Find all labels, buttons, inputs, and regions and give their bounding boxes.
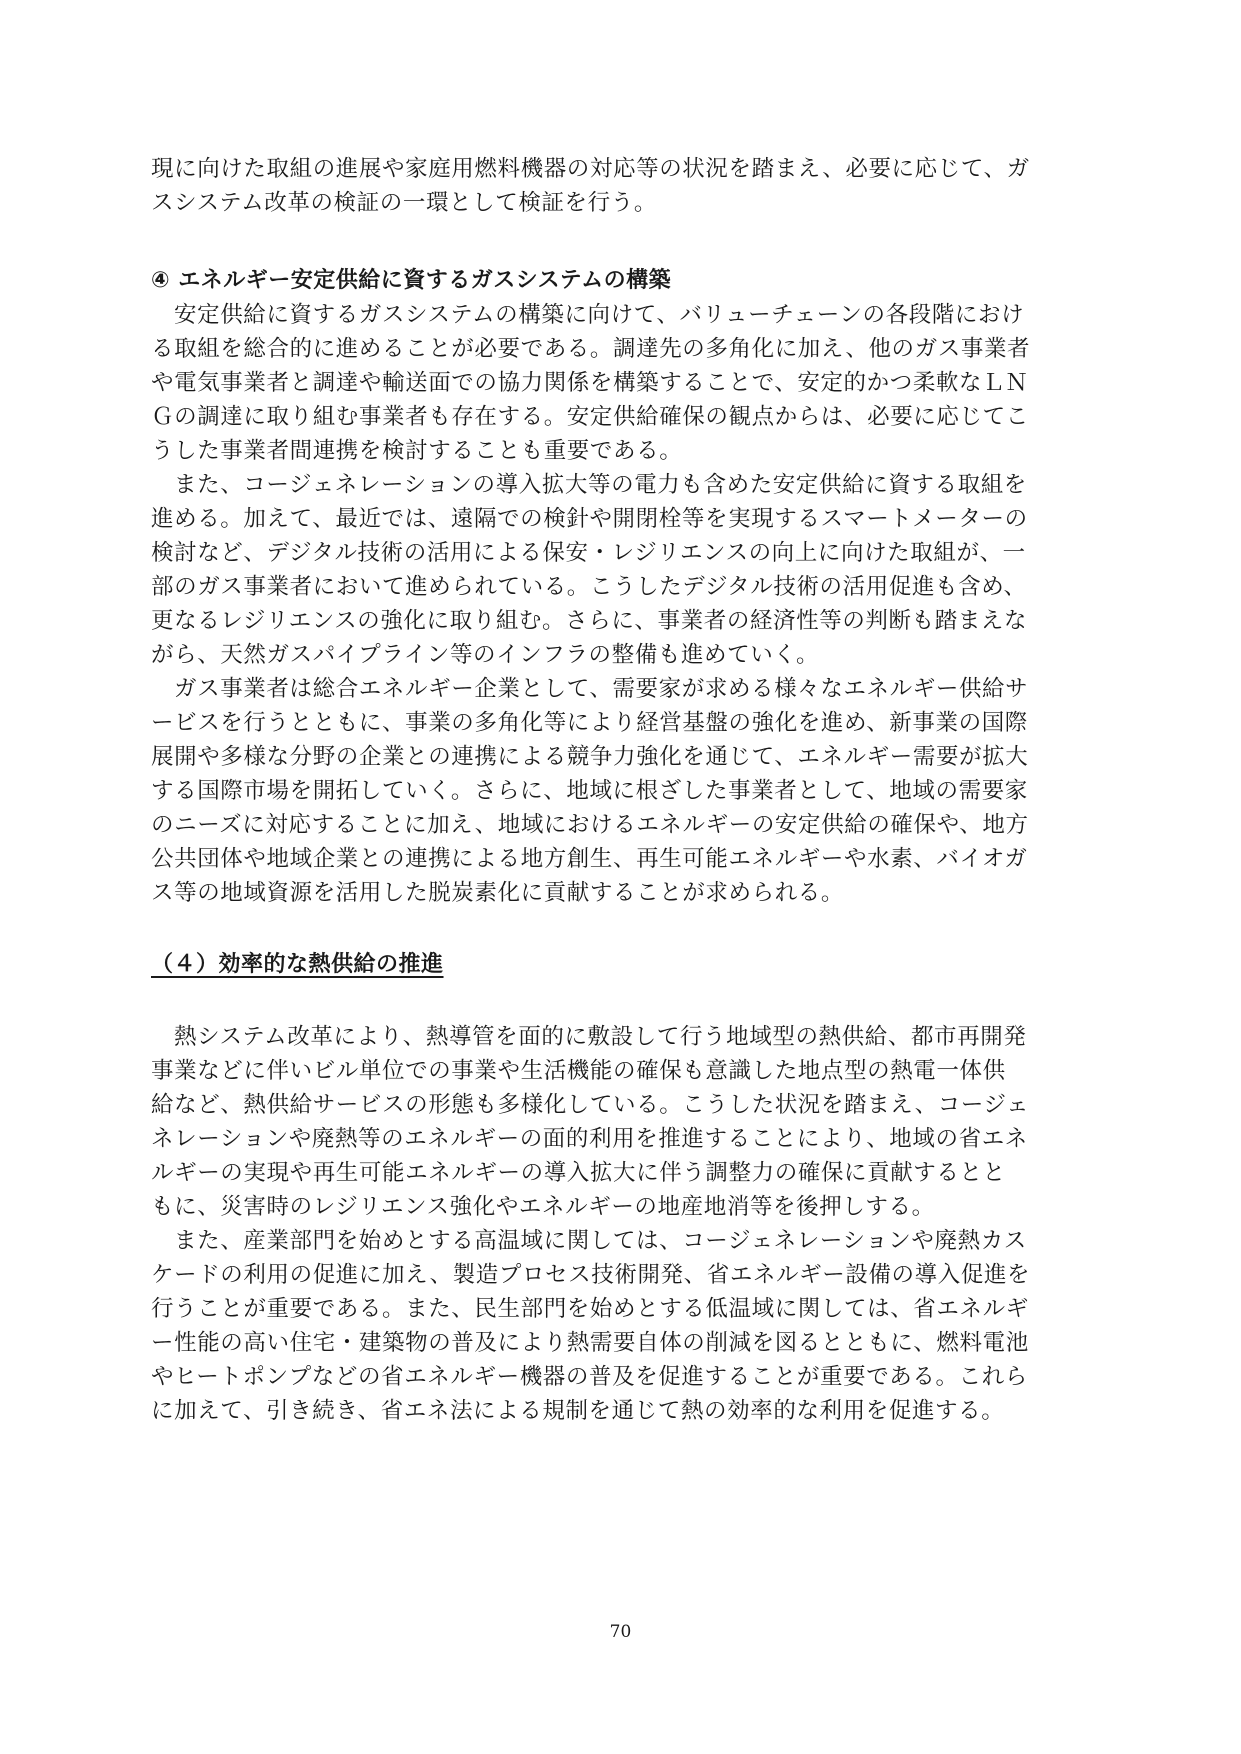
text-line: 熱システム改革により、熱導管を面的に敷設して行う地域型の熱供給、都市再開発 bbox=[174, 1024, 1027, 1050]
text-line: や電気事業者と調達や輸送面での協力関係を構築することで、安定的かつ柔軟なＬＮ bbox=[151, 370, 1029, 396]
text-line: ス等の地域資源を活用した脱炭素化に貢献することが求められる。 bbox=[151, 880, 845, 906]
section-paragraph-2 bbox=[151, 1224, 1091, 1428]
section-paragraph-1 bbox=[151, 1020, 1091, 1224]
text-line: 検討など、デジタル技術の活用による保安・レジリエンスの向上に向けた取組が、一 bbox=[151, 540, 1026, 566]
text-line: ー性能の高い住宅・建築物の普及により熱需要自体の削減を図るとともに、燃料電池 bbox=[151, 1330, 1029, 1356]
text-line: やヒートポンプなどの省エネルギー機器の普及を促進することが重要である。これら bbox=[151, 1364, 1028, 1390]
text-line: のニーズに対応することに加え、地域におけるエネルギーの安定供給の確保や、地方 bbox=[151, 812, 1029, 838]
text-line: 部のガス事業者において進められている。こうしたデジタル技術の活用促進も含め、 bbox=[151, 574, 1027, 600]
text-line: 展開や多様な分野の企業との連携による競争力強化を通じて、エネルギー需要が拡大 bbox=[151, 744, 1029, 770]
text-line: うした事業者間連携を検討することも重要である。 bbox=[151, 438, 683, 464]
text-line: がら、天然ガスパイプライン等のインフラの整備も進めていく。 bbox=[151, 642, 820, 668]
text-line: また、コージェネレーションの導入拡大等の電力も含めた安定供給に資する取組を bbox=[174, 472, 1027, 498]
text-line: 行うことが重要である。また、民生部門を始めとする低温域に関しては、省エネルギ bbox=[151, 1296, 1029, 1322]
text-line: に加えて、引き続き、省エネ法による規制を通じて熱の効率的な利用を促進する。 bbox=[151, 1398, 1005, 1424]
text-line: ルギーの実現や再生可能エネルギーの導入拡大に伴う調整力の確保に貢献するとと bbox=[151, 1160, 1006, 1186]
text-line: 進める。加えて、最近では、遠隔での検針や開閉栓等を実現するスマートメーターの bbox=[151, 506, 1028, 532]
text-line: Ｇの調達に取り組む事業者も存在する。安定供給確保の観点からは、必要に応じてこ bbox=[151, 404, 1029, 430]
subsection-paragraph-3 bbox=[151, 672, 1091, 910]
intro-paragraph bbox=[151, 152, 1091, 220]
text-line: 更なるレジリエンスの強化に取り組む。さらに、事業者の経済性等の判断も踏まえな bbox=[151, 608, 1028, 634]
text-line: する国際市場を開拓していく。さらに、地域に根ざした事業者として、地域の需要家 bbox=[151, 778, 1028, 804]
text-line: ネレーションや廃熱等のエネルギーの面的利用を推進することにより、地域の省エネ bbox=[151, 1126, 1028, 1152]
subsection-heading: ④ エネルギー安定供給に資するガスシステムの構築 bbox=[151, 268, 672, 293]
page-number: 70 bbox=[609, 1622, 632, 1642]
text-line: 現に向けた取組の進展や家庭用燃料機器の対応等の状況を踏まえ、必要に応じて、ガ bbox=[151, 156, 1030, 182]
text-line: る取組を総合的に進めることが必要である。調達先の多角化に加え、他のガス事業者 bbox=[151, 336, 1031, 362]
text-line: 公共団体や地域企業との連携による地方創生、再生可能エネルギーや水素、バイオガ bbox=[151, 846, 1028, 872]
section-heading: （４）効率的な熱供給の推進 bbox=[151, 952, 444, 977]
text-line: もに、災害時のレジリエンス強化やエネルギーの地産地消等を後押しする。 bbox=[151, 1194, 935, 1220]
text-line: 事業などに伴いビル単位での事業や生活機能の確保も意識した地点型の熱電一体供 bbox=[151, 1058, 1006, 1084]
text-line: ービスを行うとともに、事業の多角化等により経営基盤の強化を進め、新事業の国際 bbox=[151, 710, 1028, 736]
text-line: スシステム改革の検証の一環として検証を行う。 bbox=[151, 190, 657, 216]
text-line: ガス事業者は総合エネルギー企業として、需要家が求める様々なエネルギー供給サ bbox=[174, 676, 1029, 702]
subsection-paragraph-1 bbox=[151, 298, 1091, 468]
subsection-paragraph-2 bbox=[151, 468, 1091, 672]
text-line: ケードの利用の促進に加え、製造プロセス技術開発、省エネルギー設備の導入促進を bbox=[151, 1262, 1031, 1288]
text-line: 安定供給に資するガスシステムの構築に向けて、バリューチェーンの各段階におけ bbox=[174, 302, 1025, 328]
text-line: また、産業部門を始めとする高温域に関しては、コージェネレーションや廃熱カス bbox=[174, 1228, 1027, 1254]
page-body bbox=[151, 152, 1091, 1428]
text-line: 給など、熱供給サービスの形態も多様化している。こうした状況を踏まえ、コージェ bbox=[151, 1092, 1030, 1118]
